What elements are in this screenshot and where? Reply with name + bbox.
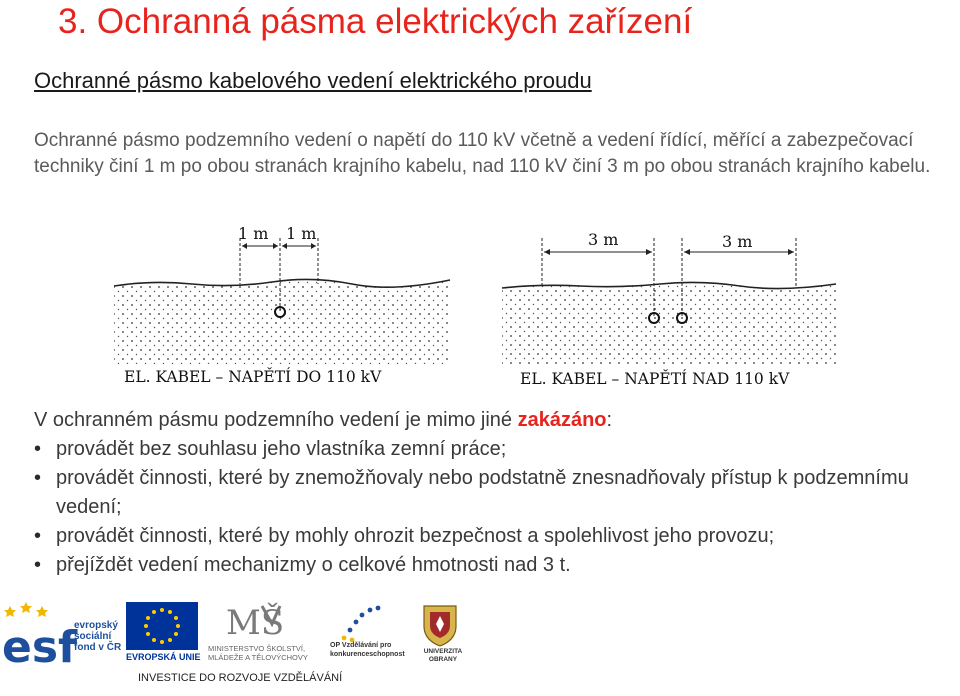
eu-text: EVROPSKÁ UNIE <box>126 652 201 662</box>
dim-left-label: 1 m <box>238 224 269 243</box>
footer-bottom-text: INVESTICE DO ROZVOJE VZDĚLÁVÁNÍ <box>138 672 343 684</box>
page-title: 3. Ochranná pásma elektrických zařízení <box>58 2 693 41</box>
msmt-logo <box>206 600 328 664</box>
eu-flag-logo <box>126 602 200 666</box>
list-item: • provádět bez souhlasu jeho vlastníka zemní práce; <box>34 435 954 464</box>
svg-text:esf: esf <box>2 622 78 672</box>
lead-end: : <box>606 409 613 431</box>
prohibitions-lead <box>34 406 954 435</box>
diagram-caption: EL. KABEL – NAPĚTÍ NAD 110 kV <box>516 370 793 388</box>
list-item: • provádět činnosti, které by znemožňovaly nebo podstatně znesnadňovaly přístup k podzemnímu vedení; <box>34 464 954 522</box>
diagram-up-to-110kv <box>112 222 452 400</box>
op-vk-logo <box>330 600 416 664</box>
list-item: • přejíždět vedení mechanizmy o celkové hmotnosti nad 3 t. <box>34 551 954 580</box>
esf-text: evropský sociální fond v ČR <box>74 620 122 653</box>
svg-text:MŠ: MŠ <box>226 603 285 642</box>
obrany-text: UNIVERZITA OBRANY <box>423 648 463 663</box>
op-text: OP Vzdělávání pro konkurenceschopnost <box>330 642 405 658</box>
dim-right-label: 1 m <box>286 224 317 243</box>
lead-highlight: zakázáno <box>517 409 607 431</box>
section-subtitle: Ochranné pásmo kabelového vedení elektrického proudu <box>34 68 592 93</box>
diagram-caption: EL. KABEL – NAPĚTÍ DO 110 kV <box>120 368 385 386</box>
prohibitions-block <box>34 406 954 580</box>
dim-left-label: 3 m <box>588 230 619 249</box>
list-item: • provádět činnosti, které by mohly ohrozit bezpečnost a spolehlivost jeho provozu; <box>34 522 954 551</box>
lead-text: V ochranném pásmu podzemního vedení je mimo jiné <box>34 409 518 431</box>
msmt-text: MINISTERSTVO ŠKOLSTVÍ, MLÁDEŽE A TĚLOVÝCHOVY <box>208 644 308 662</box>
esf-logo <box>0 600 124 672</box>
prohibitions-list <box>34 435 954 580</box>
univerzita-obrany-logo <box>418 600 468 666</box>
diagram-over-110kv <box>500 226 840 401</box>
dim-right-label: 3 m <box>722 232 753 251</box>
intro-paragraph: Ochranné pásmo podzemního vedení o napětí do 110 kV včetně a vedení řídící, měřící a zabezpečovací techniky činí 1 m po obou stranách krajního kabelu, nad 110 kV činí 3 m po obou stranách krajního kabelu. <box>34 130 931 177</box>
